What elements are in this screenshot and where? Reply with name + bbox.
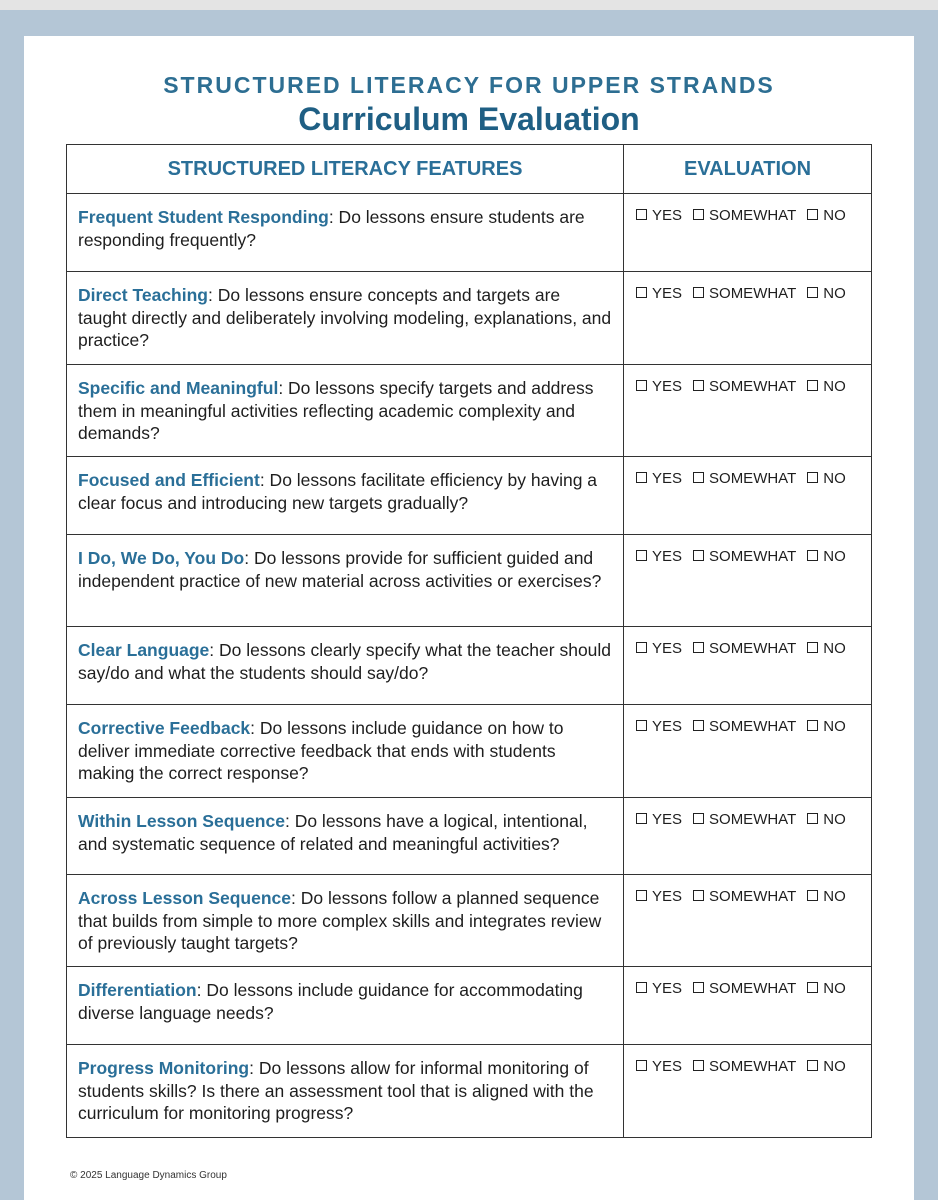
feature-question: : Do lessons have a logical, intentional, and systematic sequence of related and meaningful activities? [78,811,588,854]
feature-name: Frequent Student Responding [78,207,329,227]
feature-cell [67,272,624,365]
feature-question: : Do lessons clearly specify what the teacher should say/do and what the students should say/do? [78,640,612,683]
option-yes[interactable] [636,980,682,997]
copyright-footer: © 2025 Language Dynamics Group [70,1170,227,1181]
feature-cell [67,967,624,1045]
table-row [67,1045,872,1138]
evaluation-cell [624,272,872,365]
feature-question: : Do lessons ensure students are responding frequently? [78,207,585,250]
checkbox-icon[interactable] [807,287,818,298]
option-label: YES [652,640,683,657]
option-yes[interactable] [636,1058,682,1075]
option-somewhat[interactable] [693,548,796,565]
checkbox-icon[interactable] [807,813,818,824]
feature-cell [67,1045,624,1138]
option-label: YES [652,888,683,905]
option-label: NO [823,207,846,224]
checkbox-icon[interactable] [693,642,704,653]
option-label: SOMEWHAT [709,640,797,657]
checkbox-icon[interactable] [636,1060,647,1071]
checkbox-icon[interactable] [636,890,647,901]
table-row [67,705,872,798]
evaluation-column-header: EVALUATION [624,145,872,194]
checkbox-icon[interactable] [693,890,704,901]
evaluation-cell [624,798,872,875]
table-row [67,272,872,365]
checkbox-icon[interactable] [807,642,818,653]
feature-name: Corrective Feedback [78,718,251,738]
option-yes[interactable] [636,888,682,905]
option-label: SOMEWHAT [709,888,797,905]
checkbox-icon[interactable] [807,209,818,220]
feature-name: I Do, We Do, You Do [78,548,245,568]
option-yes[interactable] [636,548,682,565]
evaluation-cell [624,457,872,535]
option-label: SOMEWHAT [709,378,797,395]
checkbox-icon[interactable] [807,550,818,561]
feature-name: Direct Teaching [78,285,208,305]
checkbox-icon[interactable] [807,982,818,993]
checkbox-icon[interactable] [807,1060,818,1071]
feature-name: Progress Monitoring [78,1058,250,1078]
checkbox-icon[interactable] [693,550,704,561]
document-subtitle: STRUCTURED LITERACY FOR UPPER STRANDS [163,72,775,98]
checkbox-icon[interactable] [636,472,647,483]
option-label: SOMEWHAT [709,1058,797,1075]
option-no[interactable] [807,207,846,224]
checkbox-icon[interactable] [693,209,704,220]
checkbox-icon[interactable] [636,720,647,731]
feature-name: Focused and Efficient [78,470,260,490]
feature-question: : Do lessons follow a planned sequence that builds from simple to more complex skills and integrates review of previously taught targets? [78,888,602,953]
feature-cell [67,365,624,457]
table-body [67,194,872,1138]
document-header [24,36,914,138]
option-label: YES [652,548,683,565]
option-no[interactable] [807,640,846,657]
table-row [67,535,872,627]
table-row [67,967,872,1045]
feature-name: Within Lesson Sequence [78,811,285,831]
checkbox-icon[interactable] [693,1060,704,1071]
option-label: NO [823,640,846,657]
option-yes[interactable] [636,378,682,395]
option-somewhat[interactable] [693,1058,796,1075]
checkbox-icon[interactable] [807,720,818,731]
evaluation-cell [624,875,872,967]
option-label: NO [823,718,846,735]
evaluation-cell [624,194,872,272]
option-label: NO [823,811,846,828]
table-header-row [67,145,872,194]
checkbox-icon[interactable] [693,720,704,731]
checkbox-icon[interactable] [636,287,647,298]
option-no[interactable] [807,888,846,905]
option-somewhat[interactable] [693,811,796,828]
option-no[interactable] [807,470,846,487]
option-label: SOMEWHAT [709,718,797,735]
option-label: NO [823,285,846,302]
table-row [67,457,872,535]
checkbox-icon[interactable] [693,380,704,391]
option-somewhat[interactable] [693,207,796,224]
table-row [67,194,872,272]
option-label: YES [652,207,683,224]
option-label: YES [652,285,683,302]
option-yes[interactable] [636,285,682,302]
feature-cell [67,798,624,875]
feature-question: : Do lessons allow for informal monitoring of students skills? Is there an assessment tool that is aligned with the curriculum for monitoring progress? [78,1058,594,1123]
option-label: YES [652,718,683,735]
features-column-header: STRUCTURED LITERACY FEATURES [67,145,624,194]
feature-question: : Do lessons specify targets and address them in meaningful activities reflecting academic complexity and demands? [78,378,594,443]
feature-cell [67,457,624,535]
option-label: NO [823,1058,846,1075]
feature-cell [67,535,624,627]
evaluation-cell [624,1045,872,1138]
option-yes[interactable] [636,718,682,735]
option-somewhat[interactable] [693,640,796,657]
option-label: NO [823,378,846,395]
option-label: YES [652,1058,683,1075]
table-row [67,875,872,967]
table-row [67,798,872,875]
option-somewhat[interactable] [693,285,796,302]
option-no[interactable] [807,285,846,302]
checkbox-icon[interactable] [807,890,818,901]
checkbox-icon[interactable] [693,813,704,824]
feature-question: : Do lessons provide for sufficient guided and independent practice of new material across activities or exercises? [78,548,602,591]
evaluation-cell [624,705,872,798]
option-label: SOMEWHAT [709,980,797,997]
option-somewhat[interactable] [693,378,796,395]
option-label: NO [823,470,846,487]
option-label: SOMEWHAT [709,811,797,828]
option-somewhat[interactable] [693,980,796,997]
feature-cell [67,875,624,967]
option-yes[interactable] [636,207,682,224]
evaluation-cell [624,627,872,705]
checkbox-icon[interactable] [636,982,647,993]
option-no[interactable] [807,548,846,565]
option-yes[interactable] [636,811,682,828]
checkbox-icon[interactable] [693,472,704,483]
checkbox-icon[interactable] [807,380,818,391]
option-label: NO [823,980,846,997]
option-no[interactable] [807,1058,846,1075]
option-yes[interactable] [636,640,682,657]
checkbox-icon[interactable] [693,287,704,298]
option-no[interactable] [807,811,846,828]
option-label: SOMEWHAT [709,470,797,487]
option-label: SOMEWHAT [709,207,797,224]
feature-cell [67,627,624,705]
evaluation-table [66,144,872,1138]
table-row [67,627,872,705]
document-page [24,36,914,1200]
evaluation-cell [624,535,872,627]
feature-name: Specific and Meaningful [78,378,279,398]
option-no[interactable] [807,378,846,395]
option-somewhat[interactable] [693,718,796,735]
checkbox-icon[interactable] [636,550,647,561]
checkbox-icon[interactable] [636,642,647,653]
top-strip [0,0,938,10]
feature-name: Differentiation [78,980,197,1000]
checkbox-icon[interactable] [807,472,818,483]
option-no[interactable] [807,980,846,997]
option-no[interactable] [807,718,846,735]
option-label: YES [652,980,683,997]
checkbox-icon[interactable] [693,982,704,993]
feature-cell [67,705,624,798]
feature-name: Clear Language [78,640,210,660]
checkbox-icon[interactable] [636,813,647,824]
option-somewhat[interactable] [693,470,796,487]
option-label: NO [823,888,846,905]
option-label: SOMEWHAT [709,548,797,565]
option-yes[interactable] [636,470,682,487]
evaluation-cell [624,967,872,1045]
evaluation-cell [624,365,872,457]
table-row [67,365,872,457]
feature-question: : Do lessons include guidance for accommodating diverse language needs? [78,980,583,1023]
option-label: YES [652,811,683,828]
option-label: YES [652,378,683,395]
feature-question: : Do lessons include guidance on how to deliver immediate corrective feedback that ends with students making the correct response? [78,718,564,783]
option-somewhat[interactable] [693,888,796,905]
document-title: Curriculum Evaluation [298,101,640,137]
feature-name: Across Lesson Sequence [78,888,291,908]
feature-question: : Do lessons ensure concepts and targets are taught directly and deliberately involving modeling, explanations, and practice? [78,285,612,350]
checkbox-icon[interactable] [636,209,647,220]
option-label: NO [823,548,846,565]
feature-cell [67,194,624,272]
option-label: SOMEWHAT [709,285,797,302]
checkbox-icon[interactable] [636,380,647,391]
feature-question: : Do lessons facilitate efficiency by having a clear focus and introducing new targets gradually? [78,470,598,513]
option-label: YES [652,470,683,487]
